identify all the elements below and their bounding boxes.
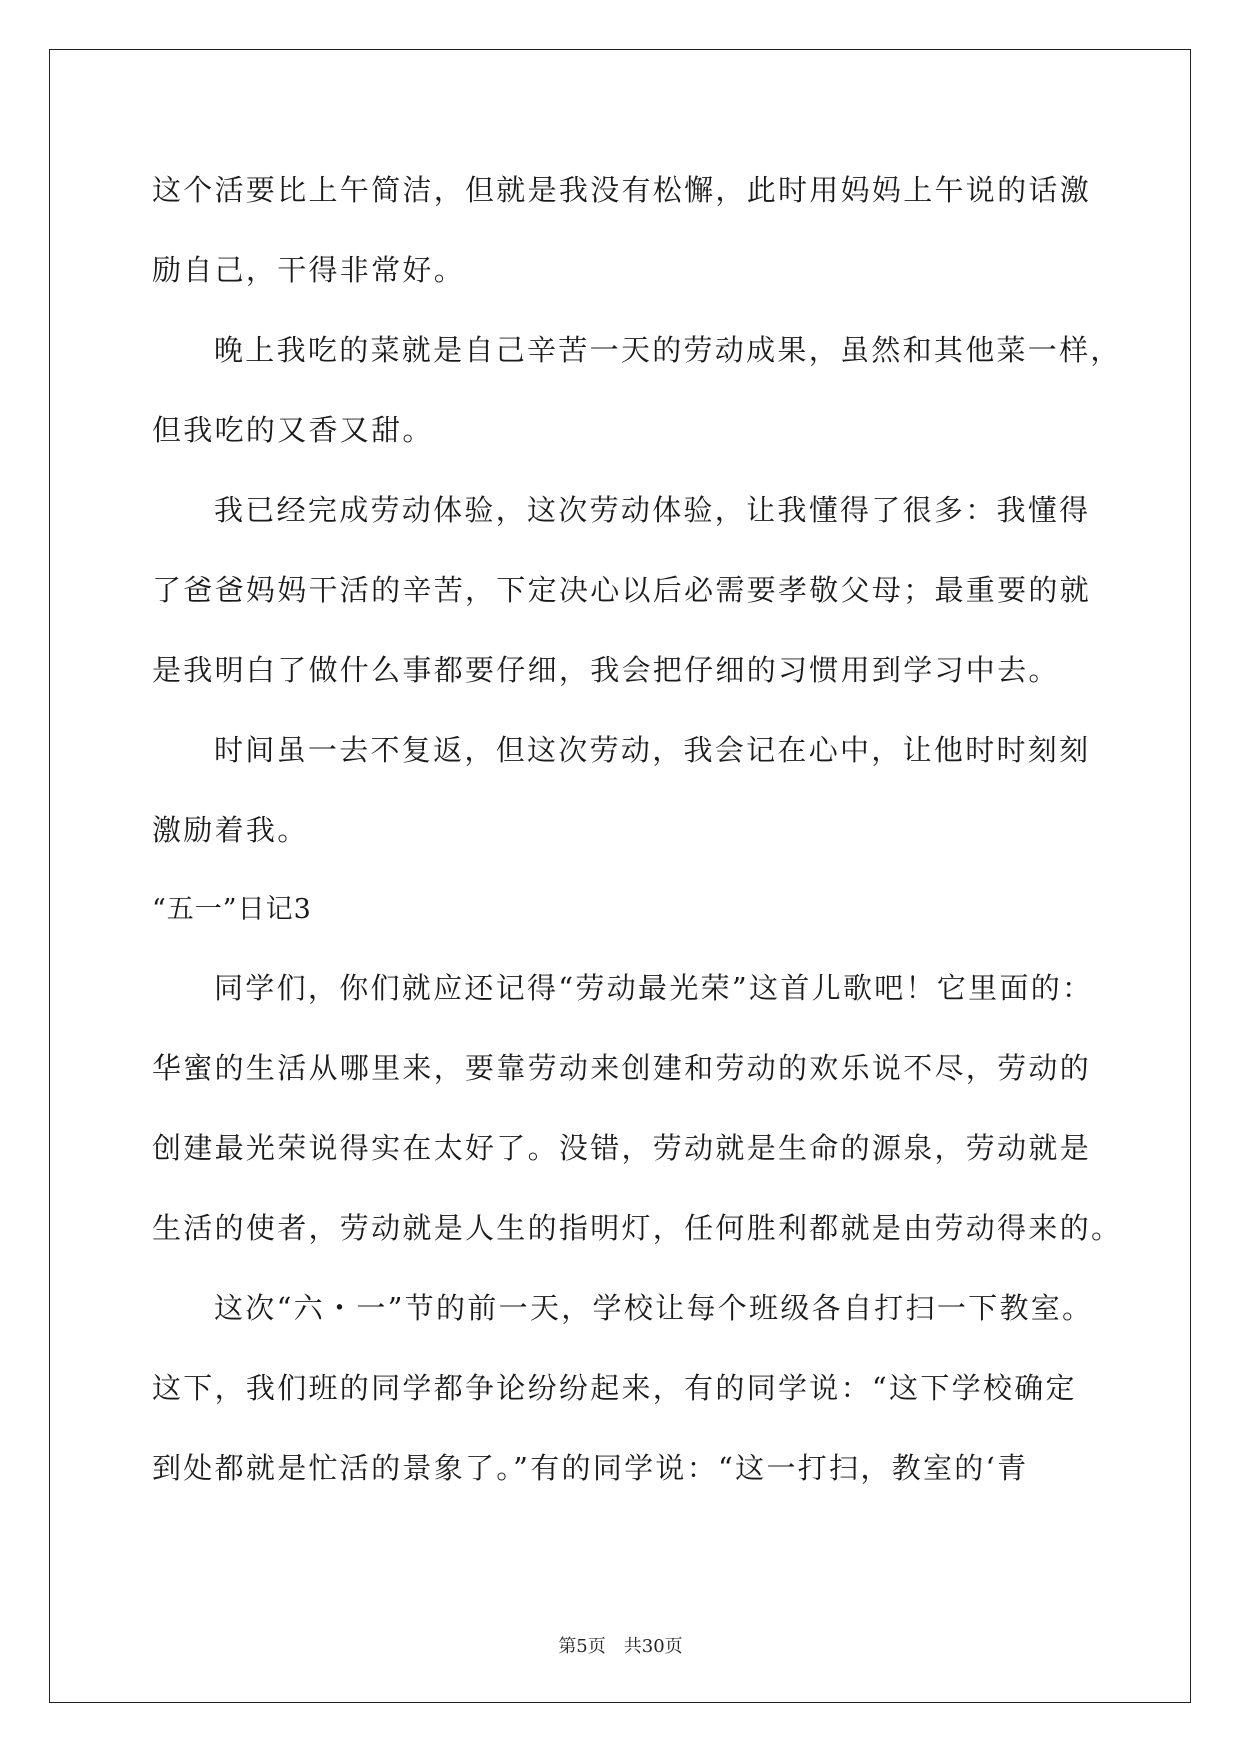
section-heading: “五一”日记3 xyxy=(152,894,312,925)
paragraph-first-line: 时间虽一去不复返，但这次劳动，我会记在心中，让他时时刻刻 xyxy=(214,733,1091,767)
text-line: 创建最光荣说得实在太好了。没错，劳动就是生命的源泉，劳动就是 xyxy=(152,1131,1092,1165)
text-line: 华蜜的生活从哪里来，要靠劳动来创建和劳动的欢乐说不尽，劳动的 xyxy=(152,1051,1092,1085)
paragraph-first-line: 晚上我吃的菜就是自己辛苦一天的劳动成果，虽然和其他菜一样， xyxy=(214,333,1122,367)
page-number: 第5页 共30页 xyxy=(558,1636,683,1657)
text-line: 励自己，干得非常好。 xyxy=(152,253,466,287)
text-line: 激励着我。 xyxy=(152,813,309,847)
paragraph-first-line: 这次“六・一”节的前一天，学校让每个班级各自打扫一下教室。 xyxy=(214,1291,1094,1325)
text-line: 到处都就是忙活的景象了。”有的同学说：“这一打扫，教室的‘青 xyxy=(152,1451,1029,1485)
paragraph-first-line: 我已经完成劳动体验，这次劳动体验，让我懂得了很多：我懂得 xyxy=(214,493,1091,527)
paragraph-first-line: 同学们，你们就应还记得“劳动最光荣”这首儿歌吧！它里面的： xyxy=(214,971,1094,1005)
text-line: 了爸爸妈妈干活的辛苦，下定决心以后必需要孝敬父母；最重要的就 xyxy=(152,573,1092,607)
text-line: 但我吃的又香又甜。 xyxy=(152,413,434,447)
text-line: 生活的使者，劳动就是人生的指明灯，任何胜利都就是由劳动得来的。 xyxy=(152,1211,1123,1245)
text-line: 这个活要比上午简洁，但就是我没有松懈，此时用妈妈上午说的话激 xyxy=(152,173,1092,207)
text-line: 这下，我们班的同学都争论纷纷起来，有的同学说：“这下学校确定 xyxy=(152,1371,1077,1405)
text-line: 是我明白了做什么事都要仔细，我会把仔细的习惯用到学习中去。 xyxy=(152,653,1060,687)
